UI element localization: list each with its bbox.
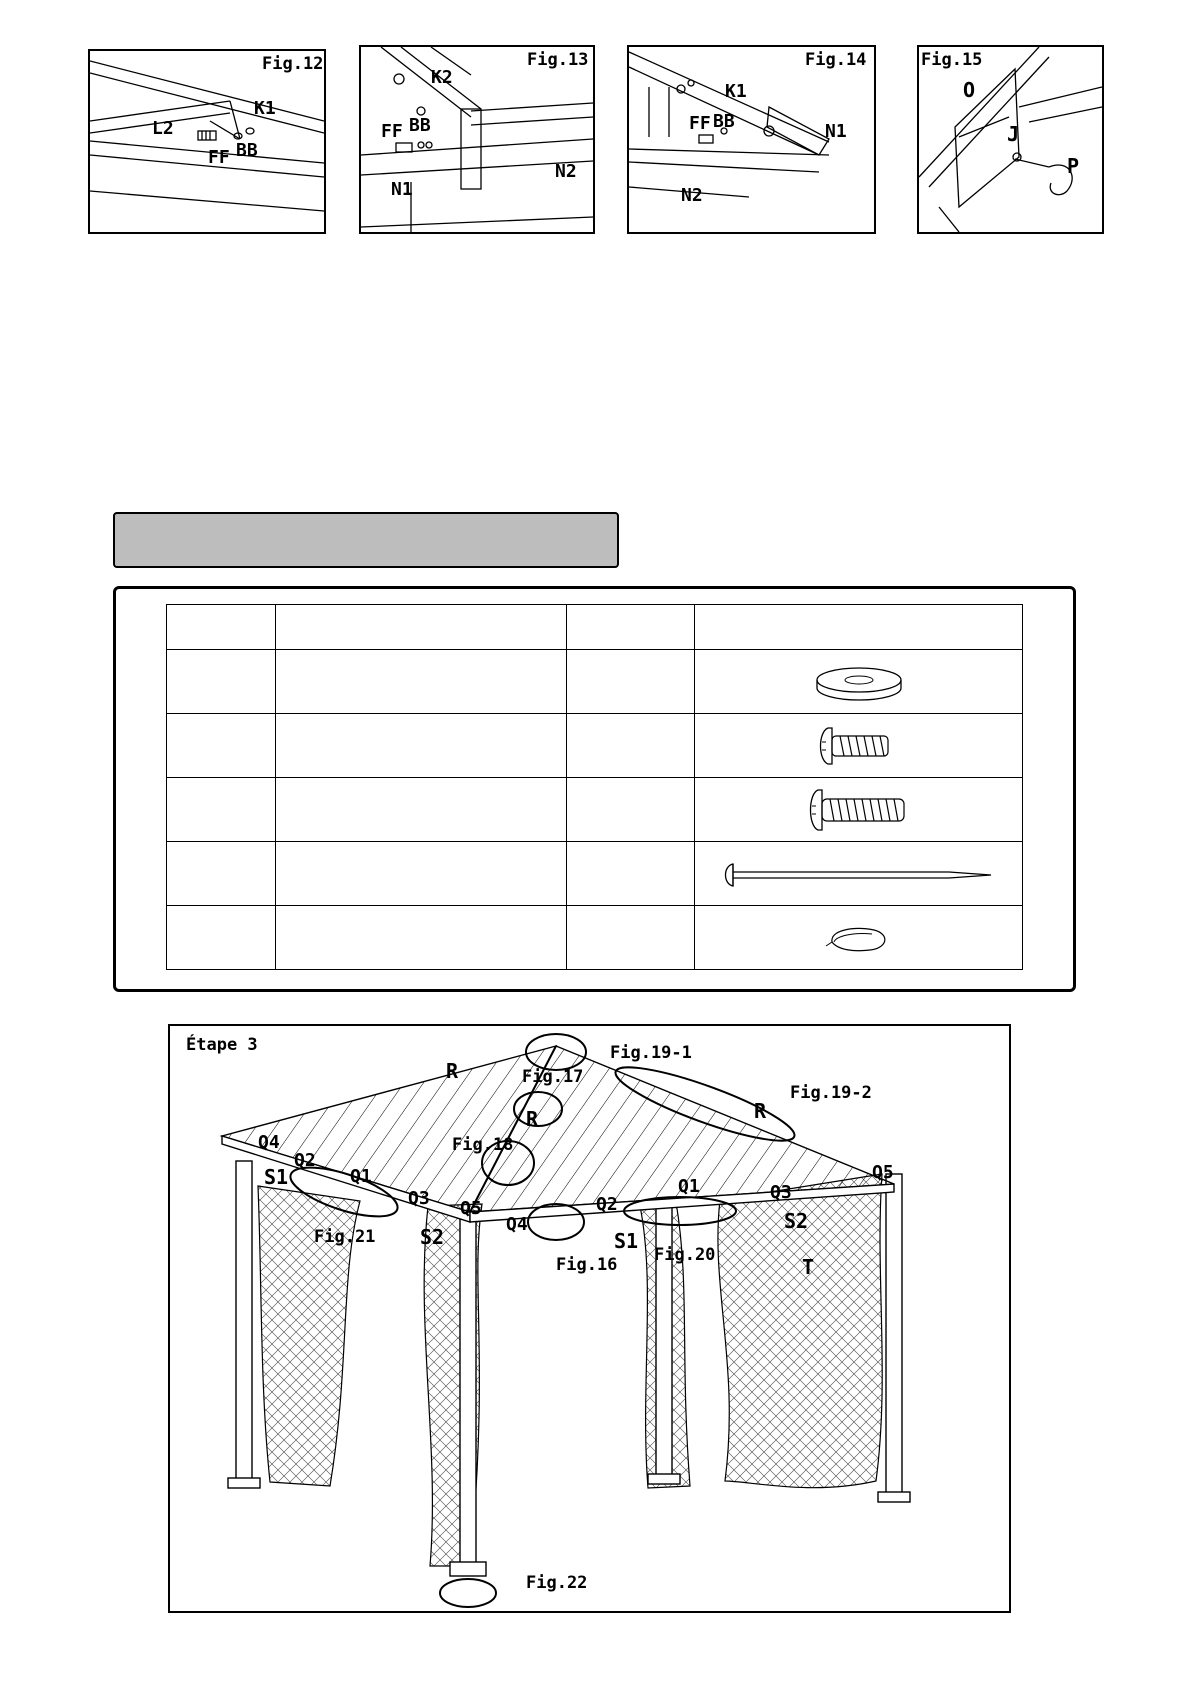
ground-stake-icon: [719, 856, 999, 892]
fig12-label-l2: L2: [152, 118, 174, 139]
table-cell: [167, 714, 276, 778]
table-cell: [567, 650, 695, 714]
part-label-q3: Q3: [770, 1182, 792, 1203]
callout-fig20: Fig.20: [654, 1245, 716, 1265]
part-label-r: R: [754, 1099, 767, 1123]
table-icon-cell: [695, 842, 1023, 906]
fig13-label-bb: BB: [409, 115, 431, 136]
table-row: [167, 650, 1023, 714]
callout-fig18: Fig.18: [452, 1135, 514, 1155]
fig15-label-p: P: [1067, 154, 1080, 178]
callout-fig16: Fig.16: [556, 1255, 618, 1275]
washer-icon: [809, 662, 909, 702]
fig13-title: Fig.13: [527, 50, 589, 70]
part-label-s2: S2: [784, 1209, 809, 1233]
part-label-s1: S1: [264, 1165, 289, 1189]
table-row: [167, 778, 1023, 842]
table-icon-cell: [695, 714, 1023, 778]
table-header-cell: [167, 605, 276, 650]
table-cell: [276, 650, 567, 714]
fig14-label-bb: BB: [713, 111, 735, 132]
fig15-title: Fig.15: [921, 50, 983, 70]
figure-12: [88, 49, 326, 234]
fig15-label-o: O: [963, 78, 976, 102]
part-label-s2: S2: [420, 1225, 445, 1249]
fig14-drawing: [629, 47, 874, 232]
table-cell: [567, 778, 695, 842]
table-cell: [276, 778, 567, 842]
callout-fig19-1: Fig.19-1: [610, 1043, 692, 1063]
fig14-title: Fig.14: [805, 50, 867, 70]
fig12-label-bb: BB: [236, 140, 258, 161]
part-label-r: R: [446, 1059, 459, 1083]
step3-title: Étape 3: [186, 1035, 258, 1055]
table-cell: [276, 714, 567, 778]
section-header-bar: [113, 512, 619, 568]
step3-diagram: [168, 1024, 1011, 1613]
part-label-q1: Q1: [350, 1166, 372, 1187]
hardware-table: [166, 604, 1023, 970]
figure-14: [627, 45, 876, 234]
table-cell: [567, 906, 695, 970]
part-label-q2: Q2: [294, 1150, 316, 1171]
part-label-q4: Q4: [506, 1214, 528, 1235]
part-label-t: T: [802, 1255, 815, 1279]
part-label-q4: Q4: [258, 1132, 280, 1153]
callout-fig19-2: Fig.19-2: [790, 1083, 872, 1103]
part-label-q5: Q5: [872, 1162, 894, 1183]
table-cell: [276, 906, 567, 970]
part-label-r: R: [526, 1107, 539, 1131]
table-cell: [167, 778, 276, 842]
cord-loop-icon: [824, 920, 894, 956]
table-cell: [567, 714, 695, 778]
table-header-row: [167, 605, 1023, 650]
gazebo-drawing: [170, 1026, 1011, 1613]
table-cell: [276, 842, 567, 906]
short-screw-icon: [814, 722, 904, 770]
fig12-label-k1: K1: [254, 98, 276, 119]
figure-15: [917, 45, 1104, 234]
table-row: [167, 842, 1023, 906]
part-label-s1: S1: [614, 1229, 639, 1253]
table-header-cell: [695, 605, 1023, 650]
callout-fig22: Fig.22: [526, 1573, 588, 1593]
fig13-label-k2: K2: [431, 67, 453, 88]
table-cell: [167, 842, 276, 906]
fig14-label-n2: N2: [681, 185, 703, 206]
figure-13: [359, 45, 595, 234]
table-cell: [167, 906, 276, 970]
part-label-q2: Q2: [596, 1194, 618, 1215]
fig15-drawing: [919, 47, 1102, 232]
part-label-q3: Q3: [408, 1188, 430, 1209]
table-cell: [167, 650, 276, 714]
fig15-label-j: J: [1007, 122, 1020, 146]
table-icon-cell: [695, 906, 1023, 970]
table-header-cell: [276, 605, 567, 650]
part-label-q1: Q1: [678, 1176, 700, 1197]
fig14-label-ff: FF: [689, 113, 711, 134]
table-cell: [567, 842, 695, 906]
fig14-label-n1: N1: [825, 121, 847, 142]
fig12-label-ff: FF: [208, 147, 230, 168]
table-row: [167, 906, 1023, 970]
table-icon-cell: [695, 650, 1023, 714]
table-icon-cell: [695, 778, 1023, 842]
table-row: [167, 714, 1023, 778]
table-header-cell: [567, 605, 695, 650]
fig12-drawing: [90, 51, 324, 232]
part-label-q5: Q5: [460, 1198, 482, 1219]
callout-fig21: Fig.21: [314, 1227, 376, 1247]
fig14-label-k1: K1: [725, 81, 747, 102]
callout-fig17: Fig.17: [522, 1067, 584, 1087]
long-screw-icon: [804, 784, 914, 836]
fig13-label-n2: N2: [555, 161, 577, 182]
fig12-title: Fig.12: [262, 54, 324, 74]
fig13-label-ff: FF: [381, 121, 403, 142]
fig13-label-n1: N1: [391, 179, 413, 200]
fig13-drawing: [361, 47, 593, 232]
